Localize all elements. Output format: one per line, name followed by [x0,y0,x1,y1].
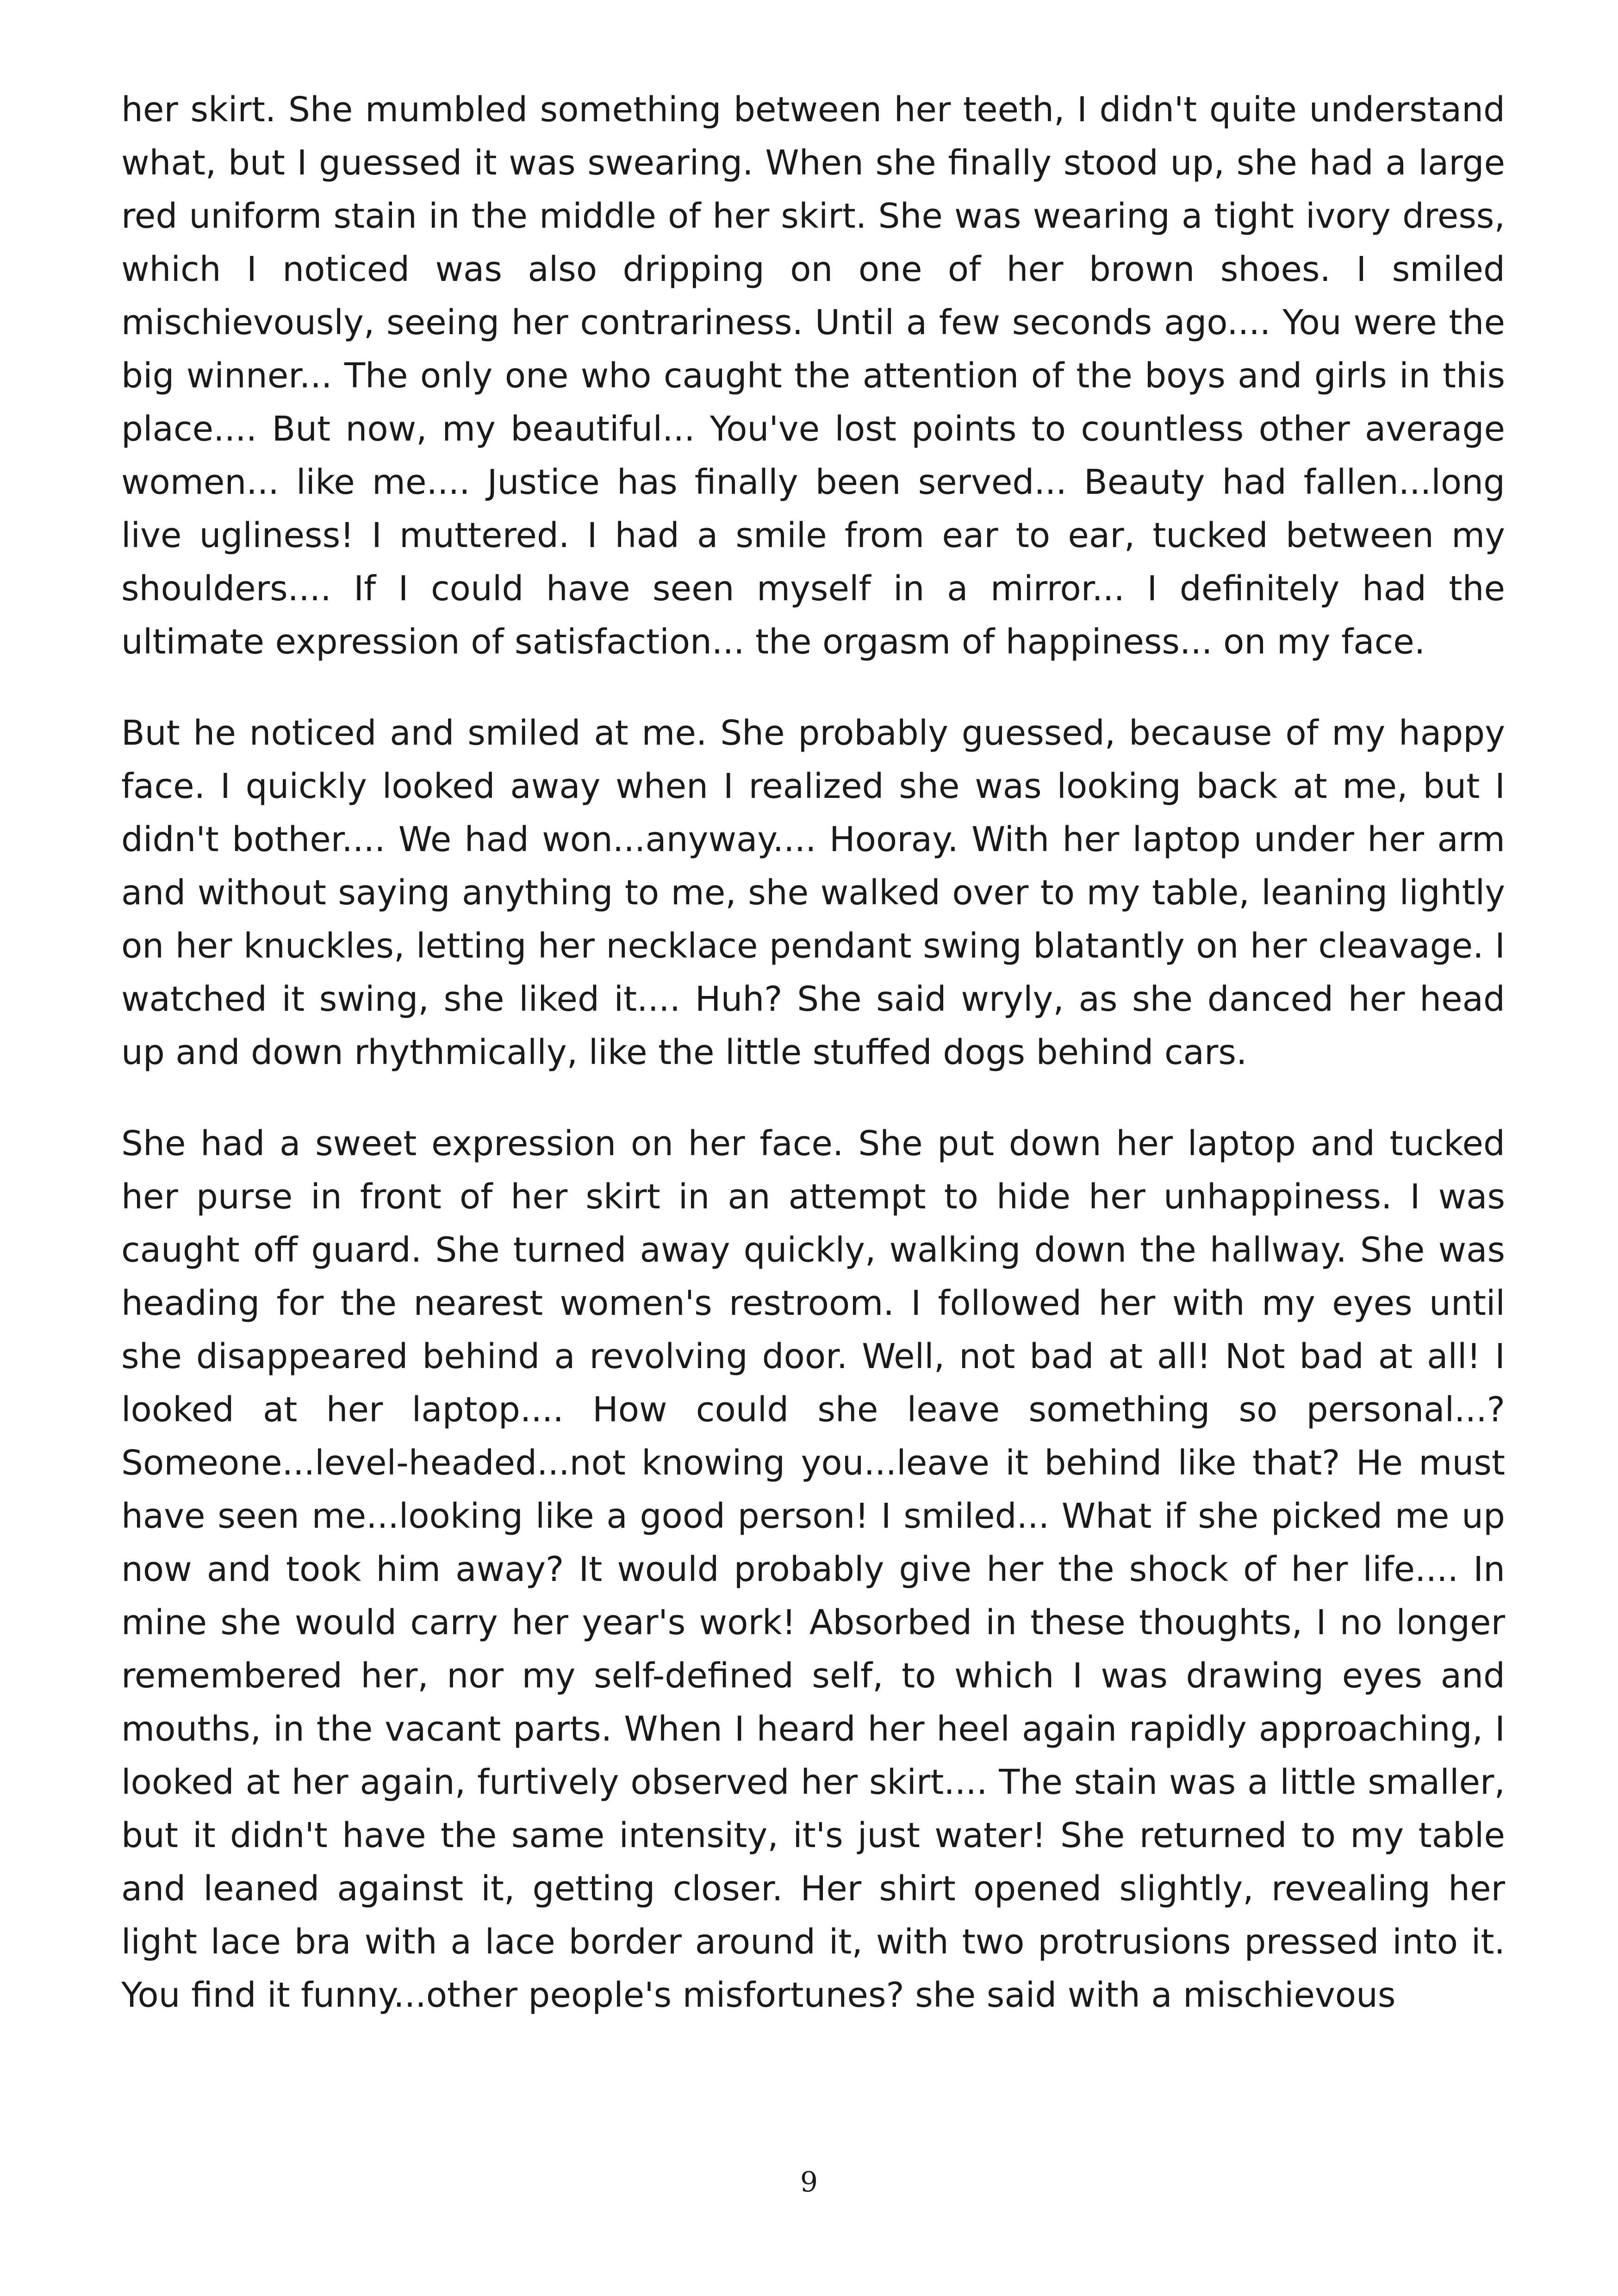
body-text [121,83,1505,2022]
paragraph: She had a sweet expression on her face. She put down her laptop and tucked her purse in front of her skirt in an attempt to hide her unhappiness. I was caught off guard. She turned away quickly, walking down the hallway. She was heading for the nearest women's restroom. I followed her with my eyes until she disappeared behind a revolving door. Well, not bad at all! Not bad at all! I looked at her laptop.... How could she leave something so personal...? Someone...level-headed...not knowing you...leave it behind like that? He must have seen me...looking like a good person! I smiled... What if she picked me up now and took him away? It would probably give her the shock of her life.... In mine she would carry her year's work! Absorbed in these thoughts, I no longer remembered her, nor my self-defined self, to which I was drawing eyes and mouths, in the vacant parts. When I heard her heel again rapidly approaching, I looked at her again, furtively observed her skirt.... The stain was a little smaller, but it didn't have the same intensity, it's just water! She returned to my table and leaned against it, getting closer. Her shirt opened slightly, revealing her light lace bra with a lace border around it, with two protrusions pressed into it. You find it funny...other people's misfortunes? she said with a mischievous [121,1124,1505,2015]
page-number: 9 [800,2166,818,2198]
paragraph: But he noticed and smiled at me. She probably guessed, because of my happy face. I quickly looked away when I realized she was looking back at me, but I didn't bother.... We had won...anyway.... Hooray. With her laptop under her arm and without saying anything to me, she walked over to my table, leaning lightly on her knuckles, letting her necklace pendant swing blatantly on her cleavage. I watched it swing, she liked it.... Huh? She said wryly, as she danced her head up and down rhythmically, like the little stuffed dogs behind cars. [121,713,1505,1072]
paragraph: her skirt. She mumbled something between her teeth, I didn't quite understand what, but I guessed it was swearing. When she finally stood up, she had a large red uniform stain in the middle of her skirt. She was wearing a tight ivory dress, which I noticed was also dripping on one of her brown shoes. I smiled mischievously, seeing her contrariness. Until a few seconds ago.... You were the big winner... The only one who caught the attention of the boys and girls in this place.... But now, my beautiful... You've lost points to countless other average women... like me.... Justice has finally been served... Beauty had fallen...long live ugliness! I muttered. I had a smile from ear to ear, tucked between my shoulders.... If I could have seen myself in a mirror... I definitely had the ultimate expression of satisfaction... the orgasm of happiness... on my face. [121,90,1505,662]
